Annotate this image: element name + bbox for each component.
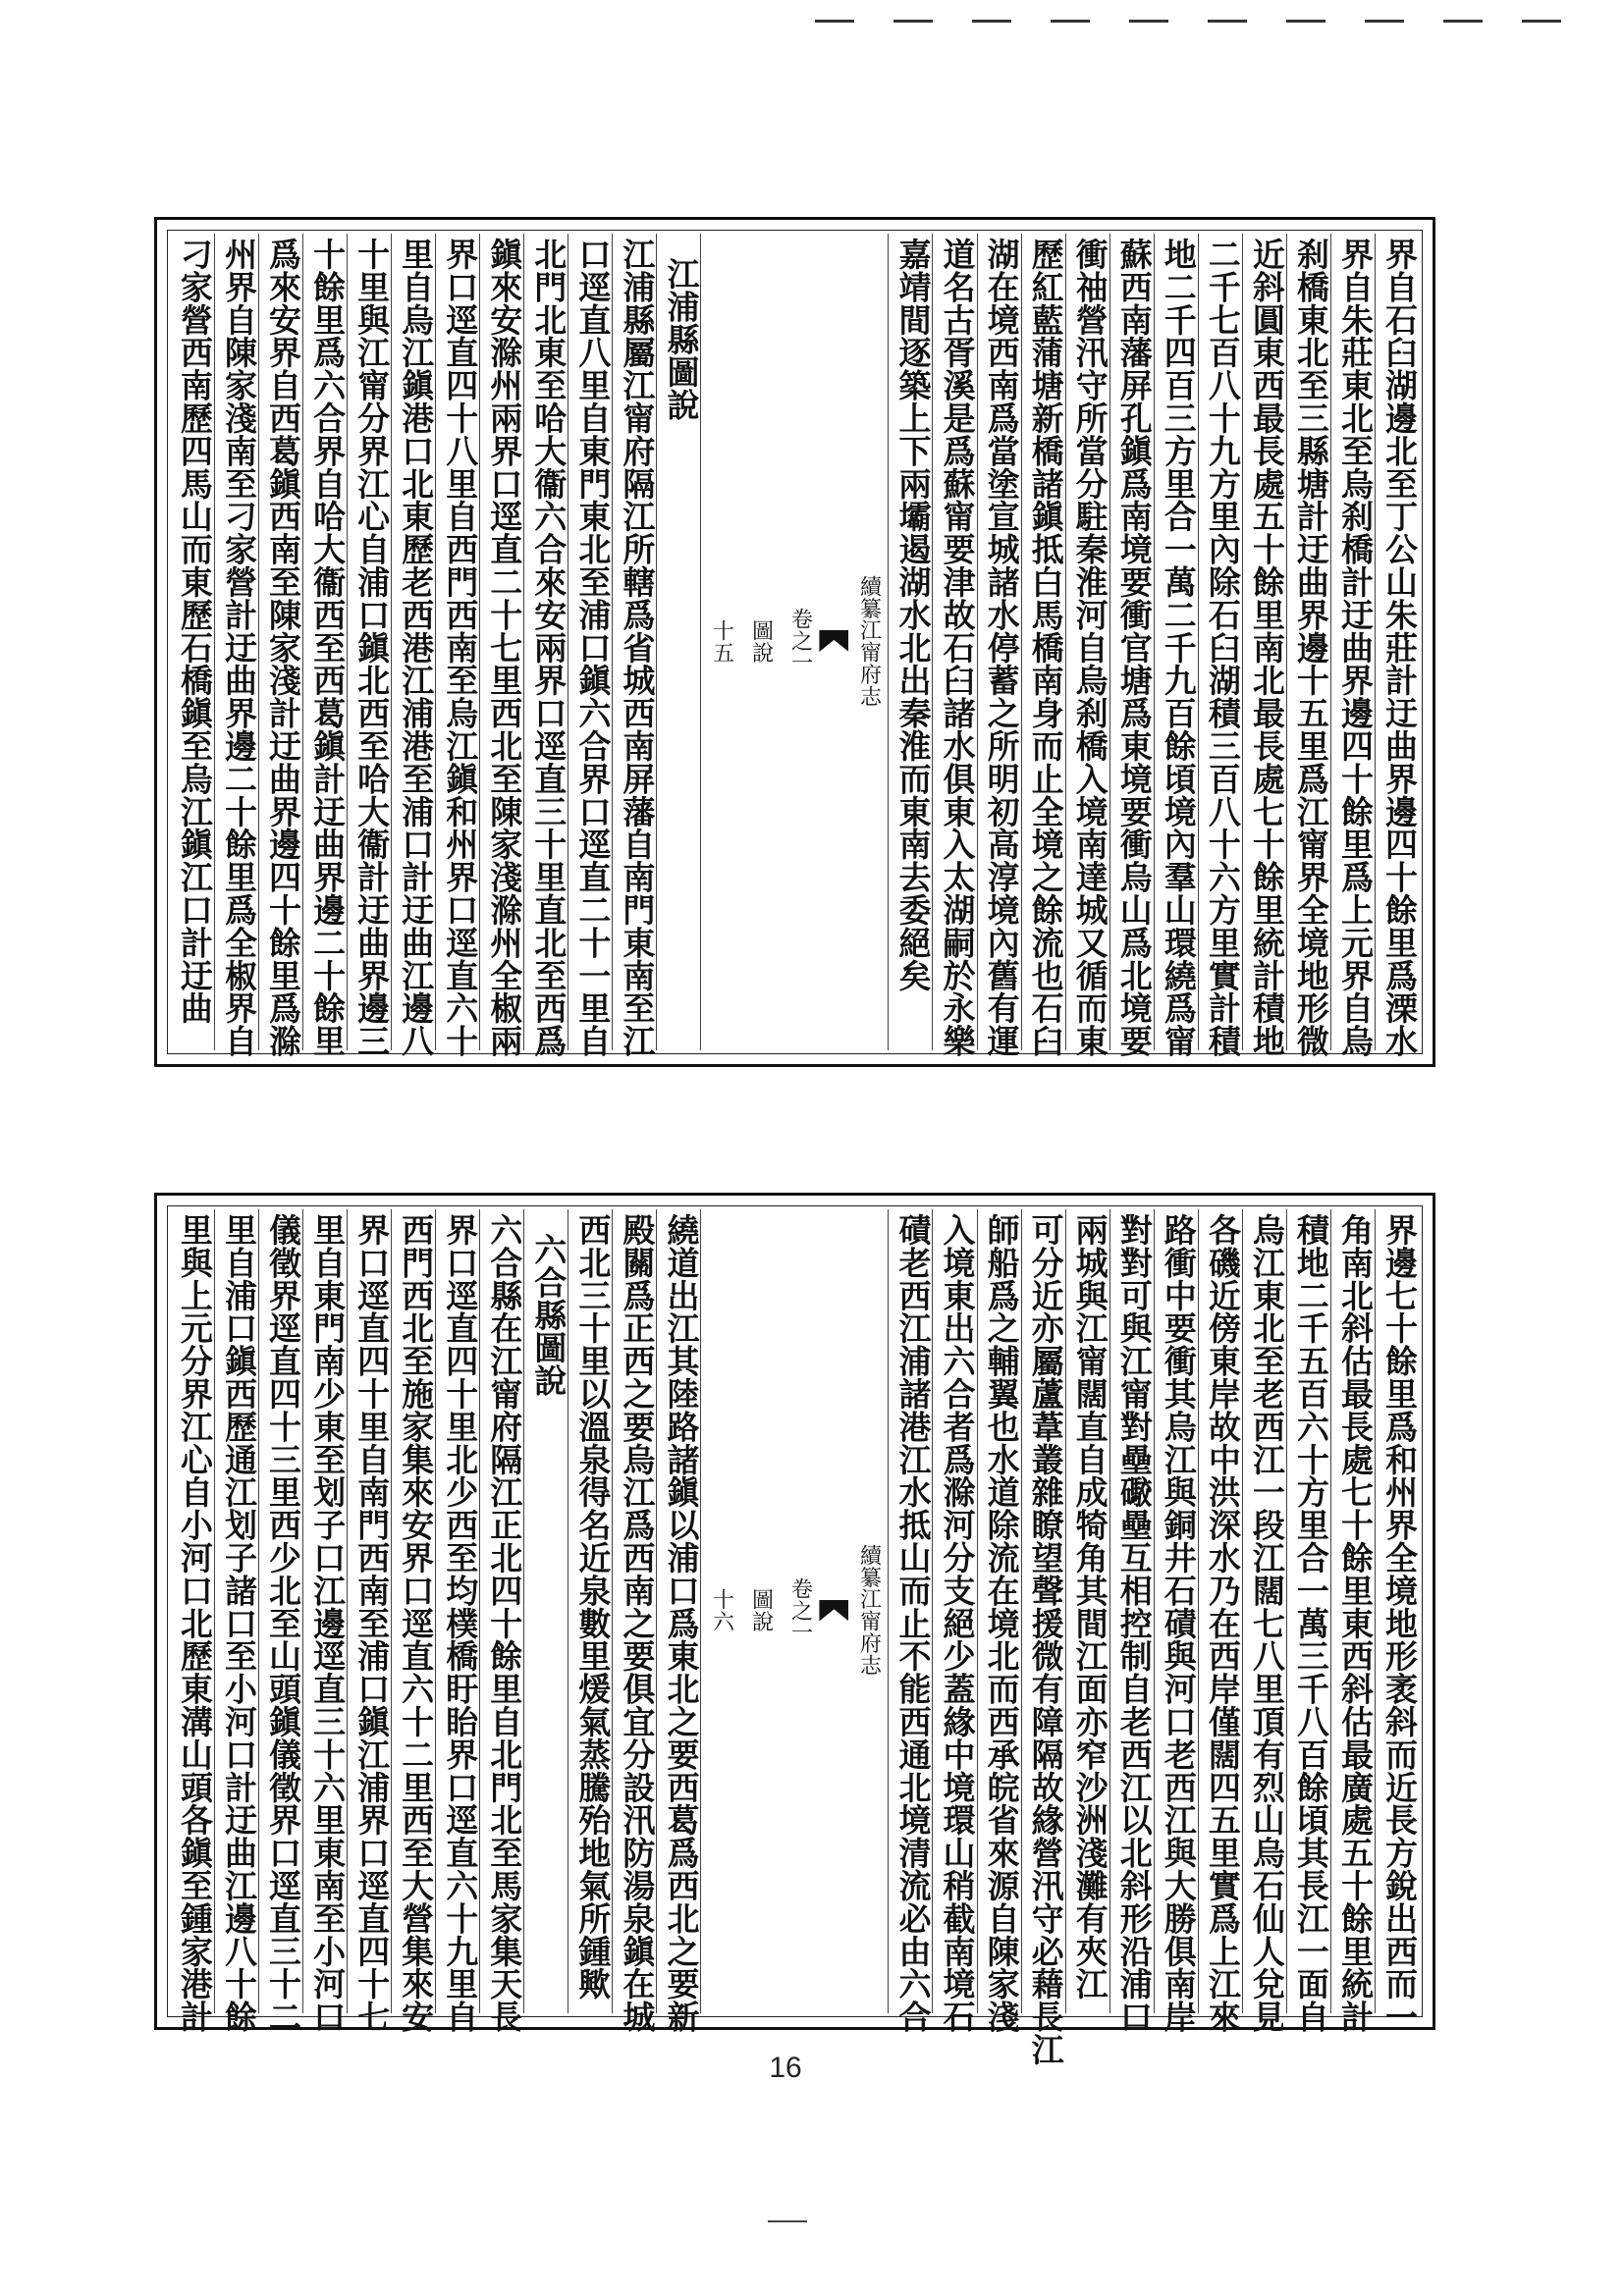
text-column: 州界自陳家淺南至刁家營計迂曲界邊二十餘里爲全椒界自 xyxy=(214,234,258,1050)
banner-title: 續纂江甯府志 xyxy=(856,574,882,708)
section-heading-column xyxy=(523,1209,568,2013)
text-column: 里自烏江鎭港口北東歷老西港江浦港至浦口計迂曲江邊八 xyxy=(391,234,435,1050)
text-column: 里自東門南少東至划子口江邊逕直三十六里東南至小河口 xyxy=(302,1209,347,2013)
text-column: 界口逕直四十里北少西至均樸橋盱眙界口逕直六十九里自 xyxy=(435,1209,479,2013)
section-heading: 江浦縣圖說 xyxy=(662,257,701,421)
banner-section: 圖說 xyxy=(748,618,774,664)
text-column: 歷紅藍蒲塘新橋諸鎭抵白馬橋南身而止全境之餘流也石臼 xyxy=(1021,234,1065,1050)
text-column: 角南北斜估最長處七十餘里東西斜估最廣處五十餘里統計 xyxy=(1330,1209,1375,2013)
text-column: 刹橋東北至三縣塘計迂曲界邊十五里爲江甯界全境地形微 xyxy=(1286,234,1330,1050)
text-column: 蘇西南藩屏孔鎭爲南境要衝官塘爲東境要衝烏山爲北境要 xyxy=(1109,234,1154,1050)
banner-volume: 卷之一 xyxy=(787,608,813,674)
text-column: 烏江東北至老西江一段江闊七八里頂有烈山烏石仙人兌見 xyxy=(1242,1209,1286,2013)
text-column: 二千七百八十九方里內除石臼湖積三百八十六方里實計積 xyxy=(1198,234,1242,1050)
text-column: 近斜圓東西最長處五十餘里南北最長處七十餘里統計積地 xyxy=(1242,234,1286,1050)
text-column: 儀徵界逕直四十三里西少北至山頭鎭儀徵界口逕直三十二 xyxy=(258,1209,302,2013)
text-column: 繞道出江其陸路諸鎭以浦口爲東北之要西葛爲西北之要新 xyxy=(656,1209,700,2013)
text-column: 各磯近傍東岸故中洪深水乃在西岸僅闊四五里實爲上江來 xyxy=(1198,1209,1242,2013)
text-column: 刁家營西南歷四馬山而東歷石橋鎭至烏江鎭江口計迂曲 xyxy=(175,238,214,1025)
text-column: 師船爲之輔翼也水道除流在境北而西承皖省來源自陳家淺 xyxy=(977,1209,1021,2013)
text-column: 路衝中要衝其烏江與銅井石磧與河口老西江與大勝俱南岸 xyxy=(1154,1209,1198,2013)
text-column: 十餘里爲六合界自哈大衞西至西葛鎭計迂曲界邊二十餘里 xyxy=(302,234,347,1050)
text-column: 湖在境西南爲當塗宣城諸水停蓄之所明初高淳境內舊有運 xyxy=(977,234,1021,1050)
text-column: 鎭來安滁州兩界口逕直二十七里西北至陳家淺滁州全椒兩 xyxy=(479,234,523,1050)
banner-section: 圖說 xyxy=(748,1588,774,1632)
text-column: 衝䄂營汛守所當分駐秦淮河自烏刹橋入境南達城又循而東 xyxy=(1065,234,1109,1050)
text-column: 里與上元分界江心自小河口北歷東溝山頭各鎭至鍾家港計 xyxy=(175,1213,214,2033)
text-column: 界口逕直四十八里自西門西南至烏江鎭和州界口逕直六十 xyxy=(435,234,479,1050)
top-page-columns xyxy=(171,234,1419,1057)
text-column: 界自朱莊東北至烏刹橋計迂曲界邊四十餘里爲上元界自烏 xyxy=(1330,234,1375,1050)
text-column: 入境東出六合者爲滁河分支絕少蓋緣中境環山稍截南境石 xyxy=(932,1209,976,2013)
text-column: 嘉靖間逐築上下兩壩遏湖水北出秦淮而東南去委絕矣 xyxy=(888,234,932,1050)
text-column: 西門西北至施家集來安界口逕直六十二里西至大營集來安 xyxy=(391,1209,435,2013)
text-column: 十里與江甯分界江心自浦口鎭北西至哈大衞計迂曲界邊三 xyxy=(347,234,391,1050)
top-edge-dashes xyxy=(815,20,1600,26)
section-heading: 六合縣圖說 xyxy=(529,1233,568,1397)
text-column: 兩城與江甯闊直自成犄角其間江面亦窄沙洲淺灘有夾江 xyxy=(1065,1209,1109,2013)
fishtail-mark-icon xyxy=(819,1600,848,1622)
text-column: 道名古胥溪是爲蘇甯要津故石臼諸水俱東入太湖嗣於永樂 xyxy=(932,234,976,1050)
text-column: 地二千四百三方里合一萬二千九百餘頃境內羣山環繞爲甯 xyxy=(1154,234,1198,1050)
banner-title: 續纂江甯府志 xyxy=(856,1544,882,1677)
bottom-edge-mark xyxy=(768,2220,807,2222)
center-banner xyxy=(700,1209,888,2013)
page-number: 16 xyxy=(769,2052,802,2084)
text-column: 積地二千五百六十方里合一萬三千八百餘頃其長江一面自 xyxy=(1286,1209,1330,2013)
text-column: 界口逕直四十里自南門西南至浦口鎭江浦界口逕直四十七 xyxy=(347,1209,391,2013)
text-column: 界自石臼湖邊北至丁公山朱莊計迂曲界邊四十餘里爲溧水 xyxy=(1375,234,1419,1050)
text-column: 界邊七十餘里爲和州界全境地形袤斜而近長方銳出西而一 xyxy=(1375,1209,1419,2013)
top-page xyxy=(154,217,1435,1067)
text-column: 對對可與江甯對壘礮壘互相控制自老西江以北斜形沿浦口 xyxy=(1109,1209,1154,2013)
text-column: 西北三十里以溫泉得名近泉數里煖氣蒸騰殆地氣所鍾歟 xyxy=(568,1209,612,2013)
text-column: 六合縣在江甯府隔江正北四十餘里自北門北至馬家集天長 xyxy=(479,1209,523,2013)
text-column: 爲來安界自西葛鎭西南至陳家淺計迂曲界邊四十餘里爲滁 xyxy=(258,234,302,1050)
banner-folio: 十六 xyxy=(709,1588,734,1632)
bottom-page-columns xyxy=(171,1209,1419,2066)
text-column: 可分近亦屬蘆葦叢雜瞭望聲援微有障隔故緣營汛守必藉長江 xyxy=(1021,1209,1065,2013)
text-column: 江浦縣屬江甯府隔江所轄爲省城西南屏藩自南門東南至江 xyxy=(612,234,656,1050)
text-column: 口逕直八里自東門東北至浦口鎭六合界口逕直二十一里自 xyxy=(568,234,612,1050)
center-banner xyxy=(700,234,888,1050)
section-heading-column xyxy=(656,234,700,1050)
text-column: 磧老西江浦諸港江水抵山而止不能西通北境清流必由六合 xyxy=(888,1209,932,2013)
fishtail-mark-icon xyxy=(819,630,848,652)
text-column: 北門北東至哈大衞六合來安兩界口逕直三十里直北至西爲 xyxy=(523,234,568,1050)
text-column: 里自浦口鎭西歷通江划子諸口至小河口計迂曲江邊八十餘 xyxy=(214,1209,258,2013)
banner-volume: 卷之一 xyxy=(787,1576,813,1644)
bottom-page xyxy=(154,1193,1435,2066)
text-column: 殿關爲正西之要烏江爲西南之要俱宜分設汛防湯泉鎭在城 xyxy=(612,1209,656,2013)
banner-folio: 十五 xyxy=(709,618,734,664)
